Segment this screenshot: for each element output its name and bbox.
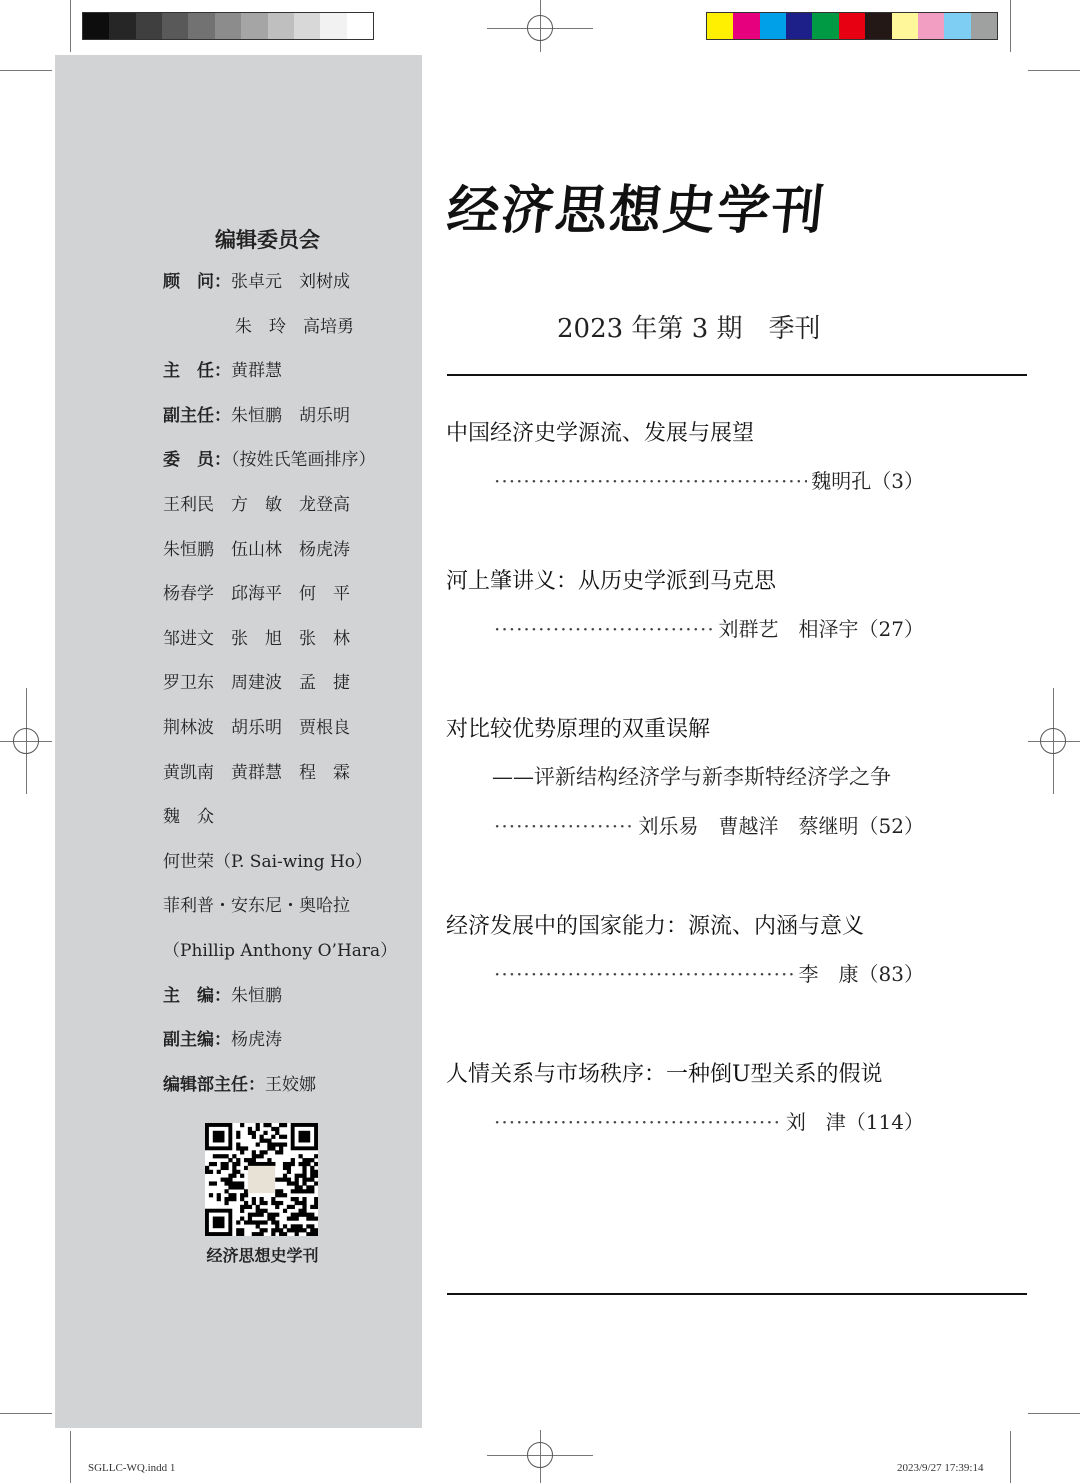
board-line	[235, 315, 354, 339]
color-swatch	[892, 13, 918, 39]
article-authors-line	[494, 613, 924, 642]
board-line	[163, 850, 372, 874]
board-role-label: 主 任：	[163, 361, 231, 382]
gray-swatch	[188, 13, 214, 39]
article-authors: 刘群艺 相泽宇（27）	[718, 617, 924, 641]
leader-dots	[494, 617, 715, 641]
color-swatch	[786, 13, 812, 39]
color-swatch	[733, 13, 759, 39]
board-role-label: 副主编：	[163, 1030, 231, 1051]
qr-code	[205, 1123, 318, 1236]
board-member-names: 荆林波 胡乐明 贾根良	[163, 718, 350, 738]
board-member-names: 张卓元 刘树成	[231, 272, 350, 292]
board-member-names: （Phillip Anthony O’Hara）	[163, 941, 398, 961]
gray-swatch	[162, 13, 188, 39]
board-member-names: 朱恒鹏 伍山林 杨虎涛	[163, 539, 350, 560]
board-line	[163, 671, 350, 695]
article-subtitle: ——评新结构经济学与新李斯特经济学之争	[492, 765, 891, 789]
color-swatch	[865, 13, 891, 39]
board-member-names: 杨春学 邱海平 何 平	[163, 584, 350, 605]
article-title: 对比较优势原理的双重误解	[446, 717, 711, 742]
color-swatch	[839, 13, 865, 39]
board-member-names: 朱 玲 高培勇	[235, 316, 354, 337]
leader-dots	[494, 469, 807, 493]
grayscale-calibration-bar	[82, 12, 374, 40]
article-authors-line	[494, 810, 924, 839]
article-title: 经济发展中的国家能力：源流、内涵与意义	[446, 914, 865, 939]
article-authors: 刘乐易 曹越洋 蔡继明（52）	[638, 814, 924, 838]
board-member-names: 魏 众	[163, 807, 214, 828]
board-line	[163, 359, 282, 383]
article-title: 人情关系与市场秩序：一种倒U型关系的假说	[446, 1062, 883, 1087]
article-authors: 刘 津（114）	[785, 1110, 924, 1134]
issue-line: 2023 年第 3 期 季刊	[557, 314, 821, 344]
board-role-label: 顾 问：	[163, 272, 231, 292]
board-line	[163, 582, 350, 606]
board-role-label: 委 员：	[163, 450, 231, 471]
article-authors-line	[494, 958, 924, 987]
board-member-names: 罗卫东 周建波 孟 捷	[163, 673, 350, 694]
board-line	[163, 448, 376, 472]
gray-swatch	[320, 13, 346, 39]
footer-file: SGLLC-WQ.indd 1	[88, 1462, 176, 1474]
board-member-names: 朱恒鹏	[231, 985, 282, 1006]
leader-dots	[494, 962, 795, 986]
board-line	[163, 716, 350, 740]
top-rule	[447, 374, 1027, 376]
gray-swatch	[136, 13, 162, 39]
gray-swatch	[294, 13, 320, 39]
board-line	[163, 270, 350, 294]
editorial-board-heading: 编辑委员会	[215, 228, 320, 252]
journal-title: 经济思想史学刊	[444, 181, 829, 241]
color-swatch	[760, 13, 786, 39]
board-member-names: （按姓氏笔画排序）	[231, 450, 376, 471]
gray-swatch	[268, 13, 294, 39]
board-line	[163, 493, 350, 517]
color-swatch	[918, 13, 944, 39]
board-member-names: 杨虎涛	[231, 1030, 282, 1051]
leader-dots	[494, 814, 635, 838]
bottom-rule	[447, 1293, 1027, 1295]
board-line	[163, 404, 350, 428]
board-member-names: 何世荣（P. Sai-wing Ho）	[163, 851, 373, 872]
board-member-names: 黄群慧	[231, 361, 282, 382]
board-member-names: 王姣娜	[265, 1074, 316, 1095]
footer-timestamp: 2023/9/27 17:39:14	[897, 1462, 984, 1474]
gray-swatch	[215, 13, 241, 39]
color-swatch	[707, 13, 733, 39]
article-authors: 李 康（83）	[798, 962, 924, 986]
board-line	[163, 1073, 316, 1097]
board-member-names: 朱恒鹏 胡乐明	[231, 405, 350, 426]
board-member-names: 王利民 方 敏 龙登高	[163, 495, 350, 515]
article-authors-line	[494, 465, 924, 494]
board-role-label: 副主任：	[163, 405, 231, 426]
board-member-names: 邹进文 张 旭 张 林	[163, 628, 350, 649]
color-calibration-bar	[706, 12, 998, 40]
article-title: 河上肇讲义：从历史学派到马克思	[446, 569, 777, 594]
board-line	[163, 761, 350, 785]
board-line	[163, 894, 350, 918]
gray-swatch	[347, 13, 373, 39]
gray-swatch	[83, 13, 109, 39]
color-swatch	[971, 13, 997, 39]
board-line	[163, 538, 350, 562]
board-member-names: 菲利普・安东尼・奥哈拉	[163, 896, 350, 917]
board-member-names: 黄凯南 黄群慧 程 霖	[163, 762, 350, 783]
board-line	[163, 805, 214, 829]
board-role-label: 编辑部主任：	[163, 1074, 265, 1095]
article-title: 中国经济史学源流、发展与展望	[446, 421, 755, 446]
color-swatch	[812, 13, 838, 39]
article-authors: 魏明孔（3）	[811, 469, 924, 493]
leader-dots	[494, 1110, 782, 1134]
article-authors-line	[494, 1106, 924, 1135]
gray-swatch	[109, 13, 135, 39]
board-line	[163, 627, 350, 651]
color-swatch	[944, 13, 970, 39]
qr-caption: 经济思想史学刊	[206, 1246, 319, 1265]
board-line	[163, 939, 397, 963]
board-line	[163, 984, 282, 1008]
board-line	[163, 1028, 282, 1052]
board-role-label: 主 编：	[163, 985, 231, 1006]
gray-swatch	[241, 13, 267, 39]
